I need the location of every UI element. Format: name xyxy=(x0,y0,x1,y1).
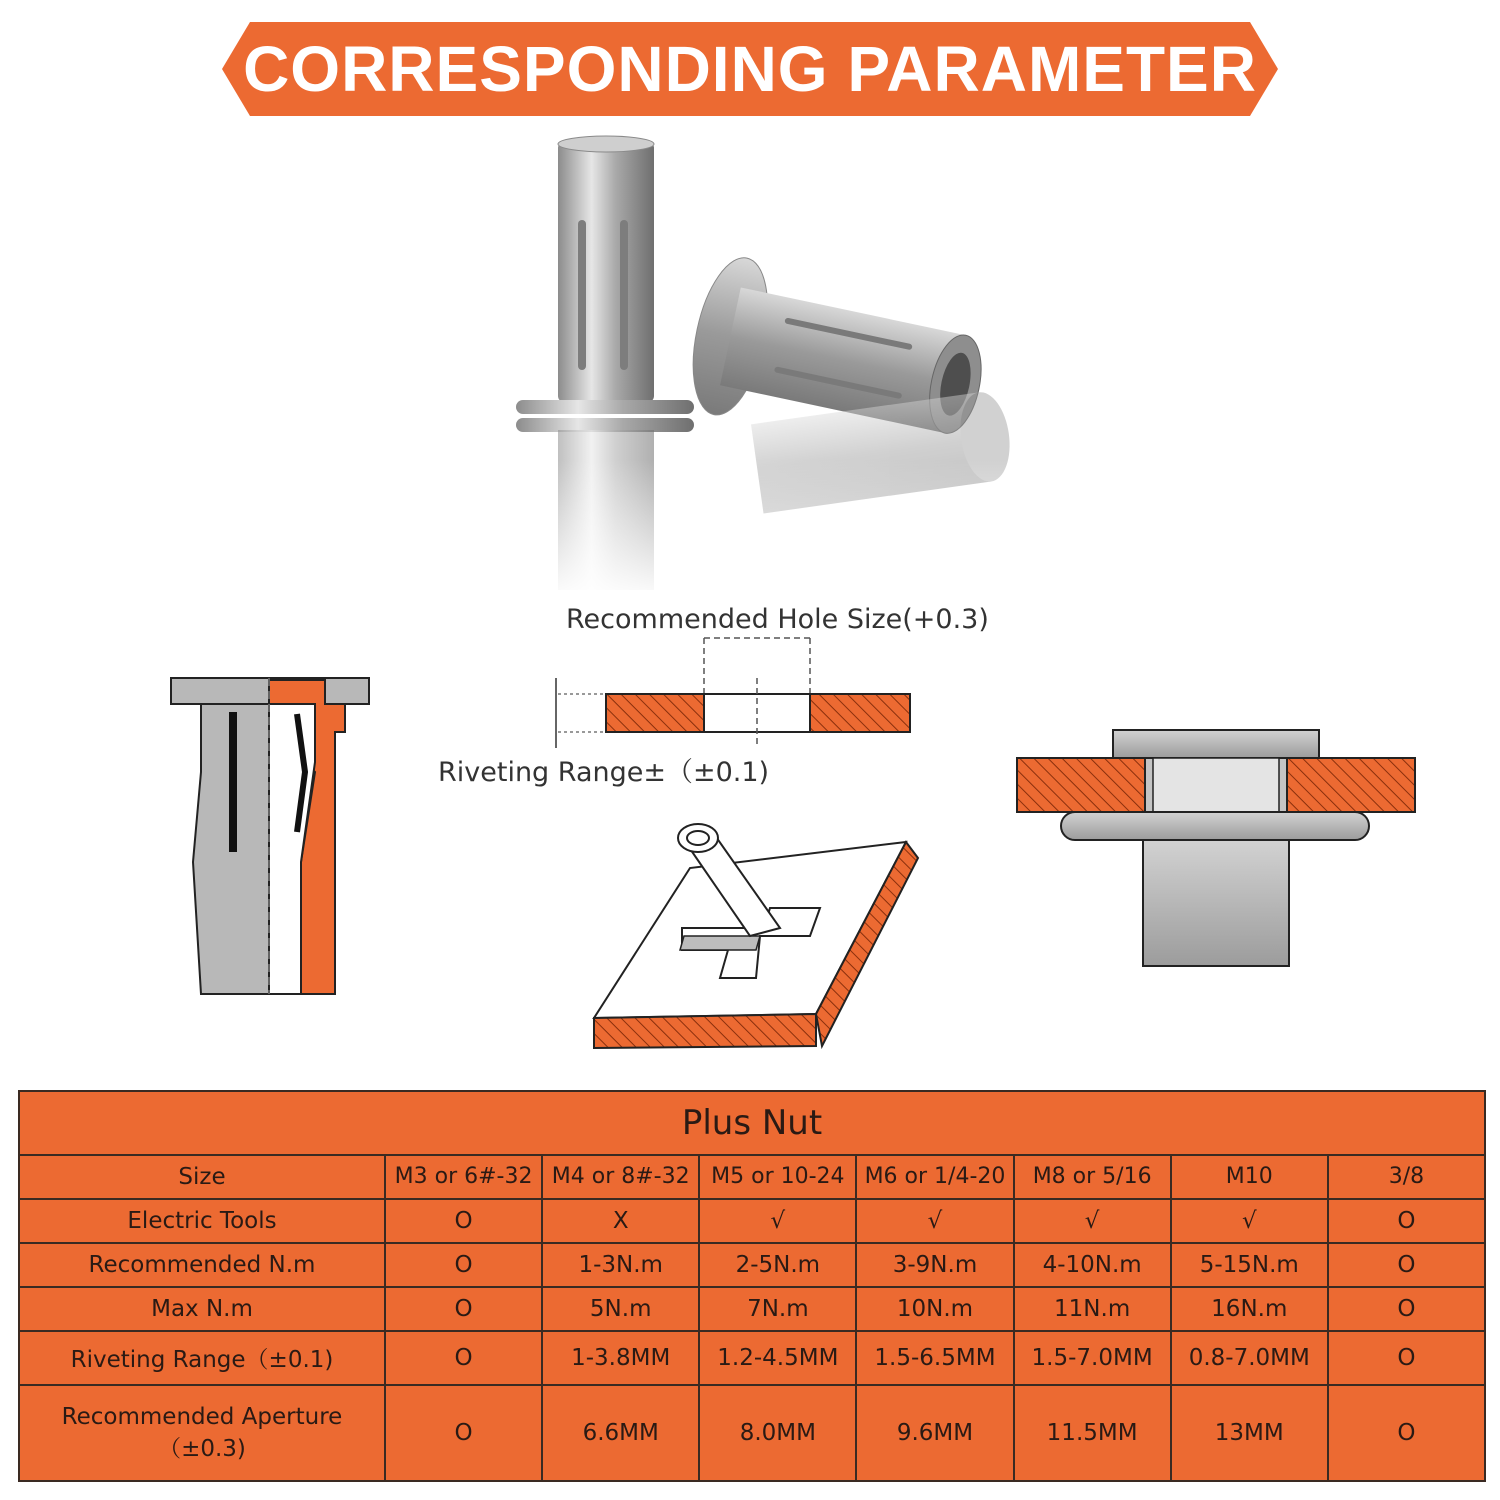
row-label: Recommended N.m xyxy=(19,1243,385,1287)
table-cell: 1-3N.m xyxy=(542,1243,699,1287)
table-row xyxy=(19,1287,1485,1331)
table-cell: O xyxy=(1328,1287,1485,1331)
table-cell: O xyxy=(385,1287,542,1331)
size-header: M4 or 8#-32 xyxy=(542,1155,699,1199)
table-cell: 5-15N.m xyxy=(1171,1243,1328,1287)
table-cell: √ xyxy=(699,1199,856,1243)
table-cell: 6.6MM xyxy=(542,1385,699,1481)
table-cell: 7N.m xyxy=(699,1287,856,1331)
table-cell: 3-9N.m xyxy=(856,1243,1013,1287)
table-cell: O xyxy=(1328,1199,1485,1243)
table-cell: 16N.m xyxy=(1171,1287,1328,1331)
table-cell: √ xyxy=(1171,1199,1328,1243)
table-cell: 5N.m xyxy=(542,1287,699,1331)
table-row xyxy=(19,1199,1485,1243)
row-label: Recommended Aperture（±0.3) xyxy=(19,1385,385,1481)
page-title: CORRESPONDING PARAMETER xyxy=(243,33,1257,105)
table-row xyxy=(19,1331,1485,1386)
row-label: Riveting Range（±0.1) xyxy=(19,1331,385,1386)
table-cell: 10N.m xyxy=(856,1287,1013,1331)
table-cell: 0.8-7.0MM xyxy=(1171,1331,1328,1386)
table-cell: 9.6MM xyxy=(856,1385,1013,1481)
table-cell: 13MM xyxy=(1171,1385,1328,1481)
hole-size-label: Recommended Hole Size(+0.3) xyxy=(566,604,989,635)
table-cell: 1.2-4.5MM xyxy=(699,1331,856,1386)
table-cell: 2-5N.m xyxy=(699,1243,856,1287)
size-header: M8 or 5/16 xyxy=(1014,1155,1171,1199)
hole-size-diagram xyxy=(548,636,918,748)
table-cell: O xyxy=(1328,1385,1485,1481)
table-cell: 8.0MM xyxy=(699,1385,856,1481)
installed-nut-diagram xyxy=(1015,726,1420,970)
table-title: Plus Nut xyxy=(19,1091,1485,1155)
table-cell: O xyxy=(385,1385,542,1481)
plate-plus-hole-diagram xyxy=(590,818,930,1050)
rivet-nut-cross-section xyxy=(165,672,375,1002)
table-cell: 1-3.8MM xyxy=(542,1331,699,1386)
size-header: M3 or 6#-32 xyxy=(385,1155,542,1199)
size-header: M10 xyxy=(1171,1155,1328,1199)
table-row xyxy=(19,1385,1485,1481)
table-cell: O xyxy=(385,1243,542,1287)
table-cell: O xyxy=(385,1331,542,1386)
table-cell: O xyxy=(385,1199,542,1243)
table-cell: 1.5-7.0MM xyxy=(1014,1331,1171,1386)
table-cell: 11.5MM xyxy=(1014,1385,1171,1481)
table-cell: √ xyxy=(1014,1199,1171,1243)
row-label: Electric Tools xyxy=(19,1199,385,1243)
riveting-range-label: Riveting Range±（±0.1) xyxy=(438,757,770,788)
size-header: M5 or 10-24 xyxy=(699,1155,856,1199)
table-cell: 1.5-6.5MM xyxy=(856,1331,1013,1386)
parameter-table xyxy=(18,1090,1486,1482)
product-photo xyxy=(470,130,1050,600)
table-cell: O xyxy=(1328,1331,1485,1386)
table-header-row xyxy=(19,1155,1485,1199)
table-cell: 11N.m xyxy=(1014,1287,1171,1331)
row-label: Max N.m xyxy=(19,1287,385,1331)
table-cell: O xyxy=(1328,1243,1485,1287)
size-header: 3/8 xyxy=(1328,1155,1485,1199)
row-label: Size xyxy=(19,1155,385,1199)
table-cell: X xyxy=(542,1199,699,1243)
size-header: M6 or 1/4-20 xyxy=(856,1155,1013,1199)
table-cell: 4-10N.m xyxy=(1014,1243,1171,1287)
table-cell: √ xyxy=(856,1199,1013,1243)
table-row xyxy=(19,1243,1485,1287)
